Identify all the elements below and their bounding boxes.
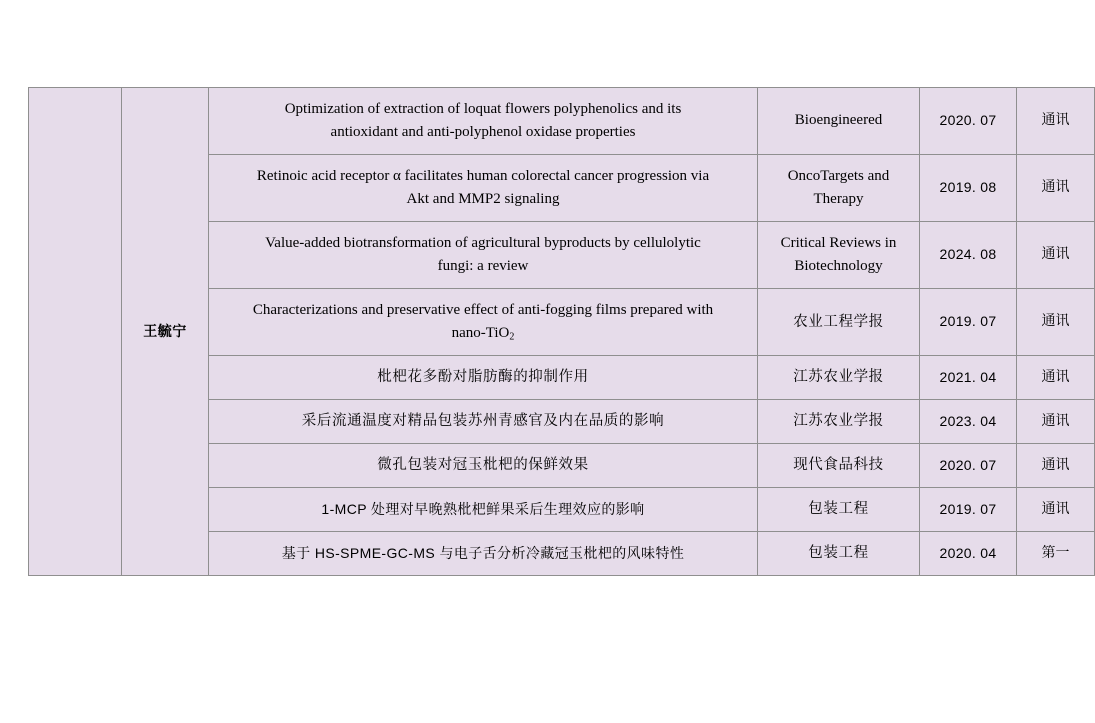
role-cell: 通讯 (1017, 222, 1095, 289)
title-cell (209, 356, 758, 400)
journal-line: 江苏农业学报 (793, 369, 884, 386)
journal-line: 农业工程学报 (793, 313, 884, 330)
journal-line: 现代食品科技 (793, 457, 884, 474)
role-cell: 第一 (1017, 532, 1095, 576)
title-cell (209, 222, 758, 289)
date-cell: 2020. 04 (920, 532, 1017, 576)
title-line: Characterizations and preservative effect of anti-fogging films prepared with (252, 301, 714, 318)
journal-line: 江苏农业学报 (793, 413, 884, 430)
journal-line: 包装工程 (808, 545, 869, 562)
role-cell: 通讯 (1017, 444, 1095, 488)
title-line: Value-added biotransformation of agricultural byproducts by cellulolytic (265, 234, 701, 251)
journal-cell (758, 155, 920, 222)
role-cell: 通讯 (1017, 289, 1095, 356)
journal-cell (758, 222, 920, 289)
date-cell: 2020. 07 (920, 444, 1017, 488)
journal-line: Critical Reviews in (780, 234, 897, 251)
date-cell: 2021. 04 (920, 356, 1017, 400)
role-cell: 通讯 (1017, 400, 1095, 444)
journal-cell (758, 356, 920, 400)
title-cell (209, 88, 758, 155)
title-cell (209, 444, 758, 488)
journal-cell (758, 532, 920, 576)
journal-cell (758, 400, 920, 444)
date-cell: 2019. 07 (920, 488, 1017, 532)
row-marker-cell (29, 88, 122, 576)
journal-cell (758, 444, 920, 488)
title-line: fungi: a review (437, 258, 529, 274)
title-line: 枇杷花多酚对脂肪酶的抑制作用 (377, 369, 589, 386)
date-cell: 2019. 08 (920, 155, 1017, 222)
date-cell: 2019. 07 (920, 289, 1017, 356)
role-cell: 通讯 (1017, 356, 1095, 400)
journal-line: Bioengineered (794, 112, 883, 129)
subscript: 2 (509, 331, 515, 343)
publication-table (28, 87, 1095, 576)
journal-cell (758, 488, 920, 532)
title-line: antioxidant and anti-polyphenol oxidase properties (330, 124, 636, 140)
title-line: Retinoic acid receptor α facilitates human colorectal cancer progression via (256, 167, 710, 184)
table-row[interactable] (29, 88, 1095, 155)
table-body (29, 88, 1095, 576)
date-cell: 2024. 08 (920, 222, 1017, 289)
journal-line: Biotechnology (794, 258, 883, 274)
author-cell: 王毓宁 (122, 88, 209, 576)
title-cell (209, 488, 758, 532)
title-line: 1-MCP 处理对早晚熟枇杷鲜果采后生理效应的影响 (321, 500, 645, 517)
journal-line: Therapy (813, 191, 864, 207)
title-line: 基于 HS-SPME-GC-MS 与电子舌分析冷藏冠玉枇杷的风味特性 (281, 544, 685, 561)
journal-line: 包装工程 (808, 501, 869, 518)
title-line: Optimization of extraction of loquat flowers polyphenolics and its (284, 100, 682, 117)
title-line: 微孔包装对冠玉枇杷的保鲜效果 (377, 457, 589, 474)
title-line: 采后流通温度对精品包装苏州青感官及内在品质的影响 (301, 413, 665, 430)
role-cell: 通讯 (1017, 488, 1095, 532)
title-line: Akt and MMP2 signaling (406, 191, 560, 207)
journal-cell (758, 88, 920, 155)
title-cell (209, 155, 758, 222)
title-line: nano-TiO$_2$ (451, 325, 515, 343)
role-cell: 通讯 (1017, 88, 1095, 155)
journal-cell (758, 289, 920, 356)
title-cell (209, 289, 758, 356)
title-cell (209, 400, 758, 444)
date-cell: 2023. 04 (920, 400, 1017, 444)
title-cell (209, 532, 758, 576)
role-cell: 通讯 (1017, 155, 1095, 222)
date-cell: 2020. 07 (920, 88, 1017, 155)
journal-line: OncoTargets and (787, 167, 890, 184)
